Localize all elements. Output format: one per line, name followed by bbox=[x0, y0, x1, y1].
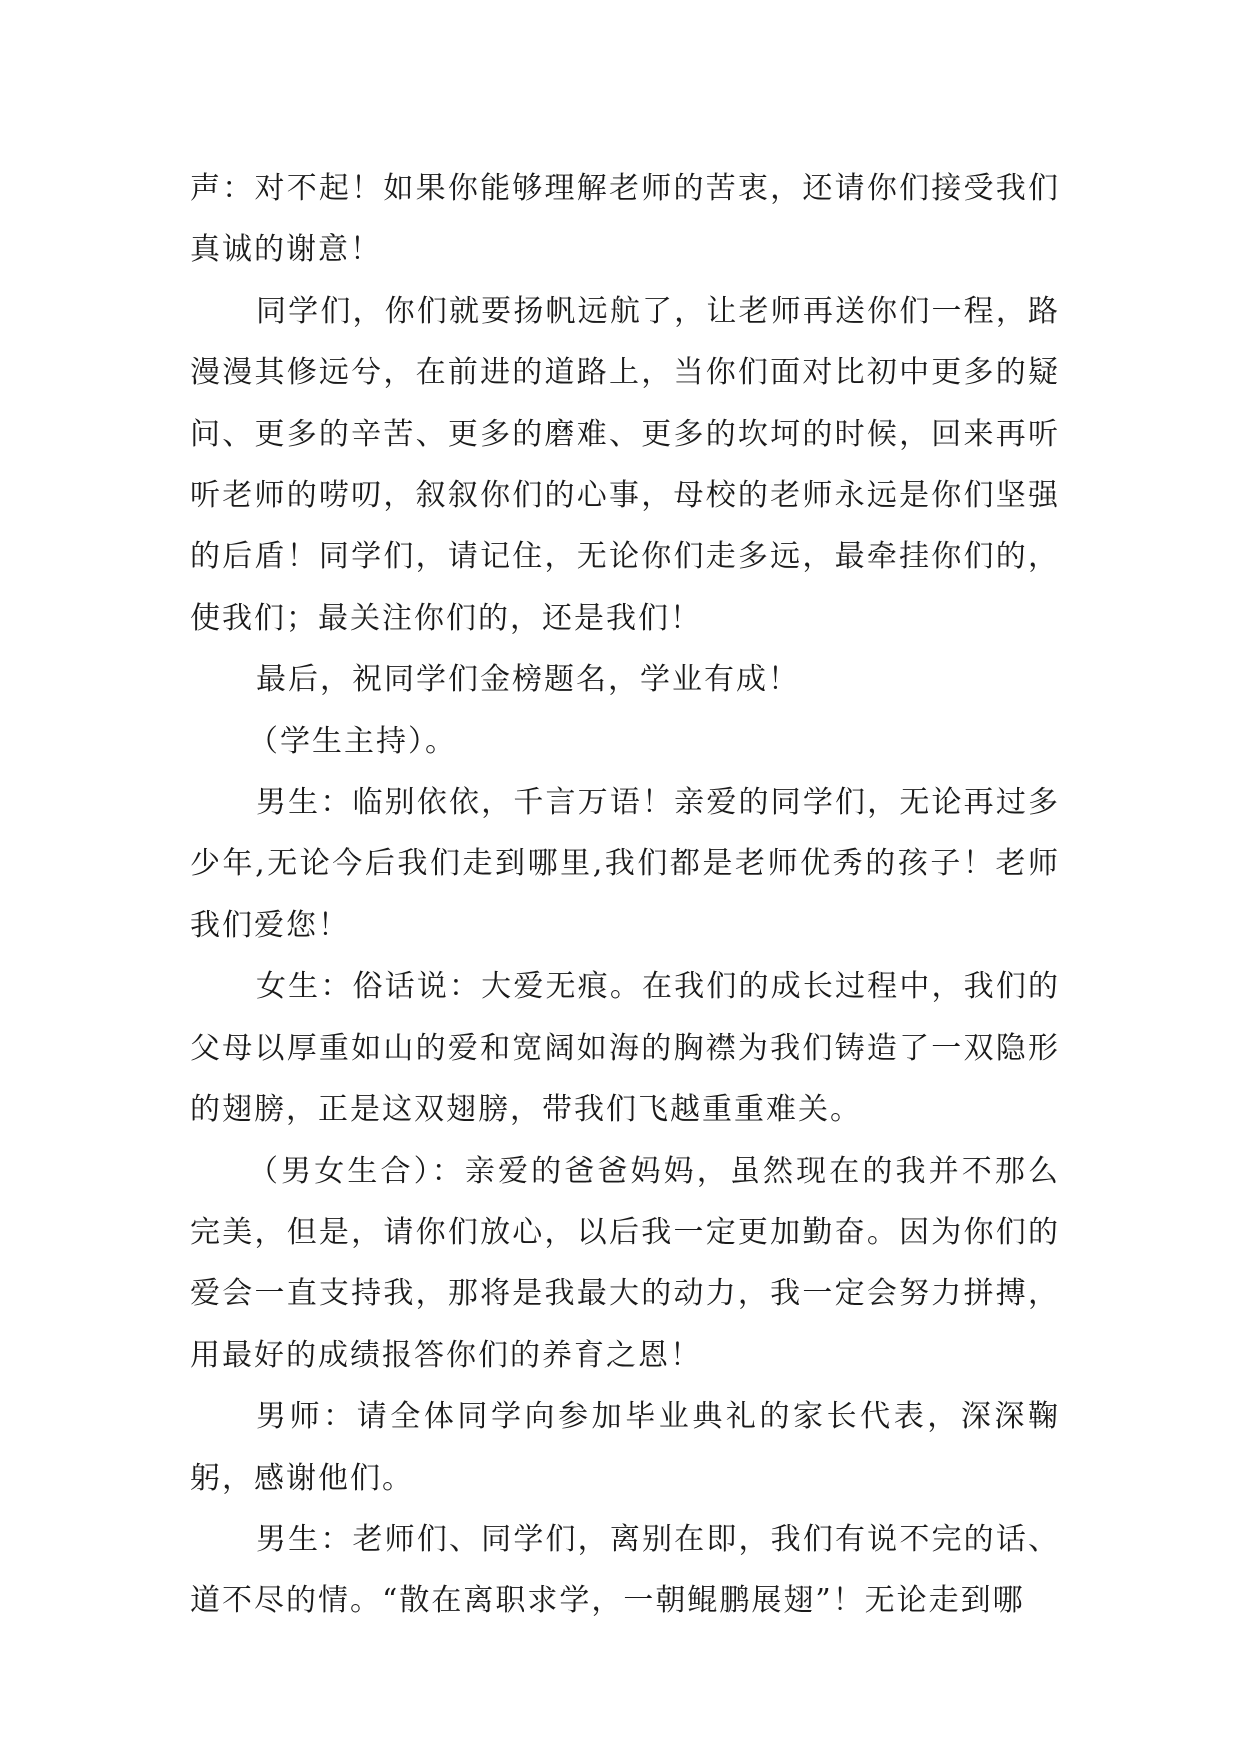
paragraph: 男生：临别依依，千言万语！亲爱的同学们，无论再过多少年,无论今后我们走到哪里,我们都是老师优秀的孩子！老师我们爱您！ bbox=[190, 785, 1060, 943]
paragraph: 女生：俗话说：大爱无痕。在我们的成长过程中，我们的父母以厚重如山的爱和宽阔如海的胸襟为我们铸造了一双隐形的翅膀，正是这双翅膀，带我们飞越重重难关。 bbox=[190, 969, 1060, 1128]
paragraph: 声：对不起！如果你能够理解老师的苦衷，还请你们接受我们真诚的谢意！ bbox=[190, 171, 1060, 268]
paragraph: （男女生合）：亲爱的爸爸妈妈，虽然现在的我并不那么完美，但是，请你们放心，以后我一定更加勤奋。因为你们的爱会一直支持我，那将是我最大的动力，我一定会努力拼搏，用最好的成绩报答你们的养育之恩！ bbox=[190, 1153, 1060, 1373]
paragraph: 最后，祝同学们金榜题名，学业有成！ bbox=[256, 662, 800, 698]
document-body bbox=[190, 158, 1060, 1632]
paragraph: 男生：老师们、同学们，离别在即，我们有说不完的话、道不尽的情。“散在离职求学，一朝鲲鹏展翅”！无论走到哪 bbox=[190, 1521, 1060, 1619]
paragraph: 同学们，你们就要扬帆远航了，让老师再送你们一程，路漫漫其修远兮，在前进的道路上，当你们面对比初中更多的疑问、更多的辛苦、更多的磨难、更多的坎坷的时候，回来再听听老师的唠叨，叙叙你们的心事，母校的老师永远是你们坚强的后盾！同学们，请记住，无论你们走多远，最牵挂你们的，使我们；最关注你们的，还是我们！ bbox=[190, 293, 1060, 636]
paragraph: 男师：请全体同学向参加毕业典礼的家长代表，深深鞠躬，感谢他们。 bbox=[190, 1399, 1060, 1496]
paragraph: （学生主持）。 bbox=[248, 723, 457, 759]
